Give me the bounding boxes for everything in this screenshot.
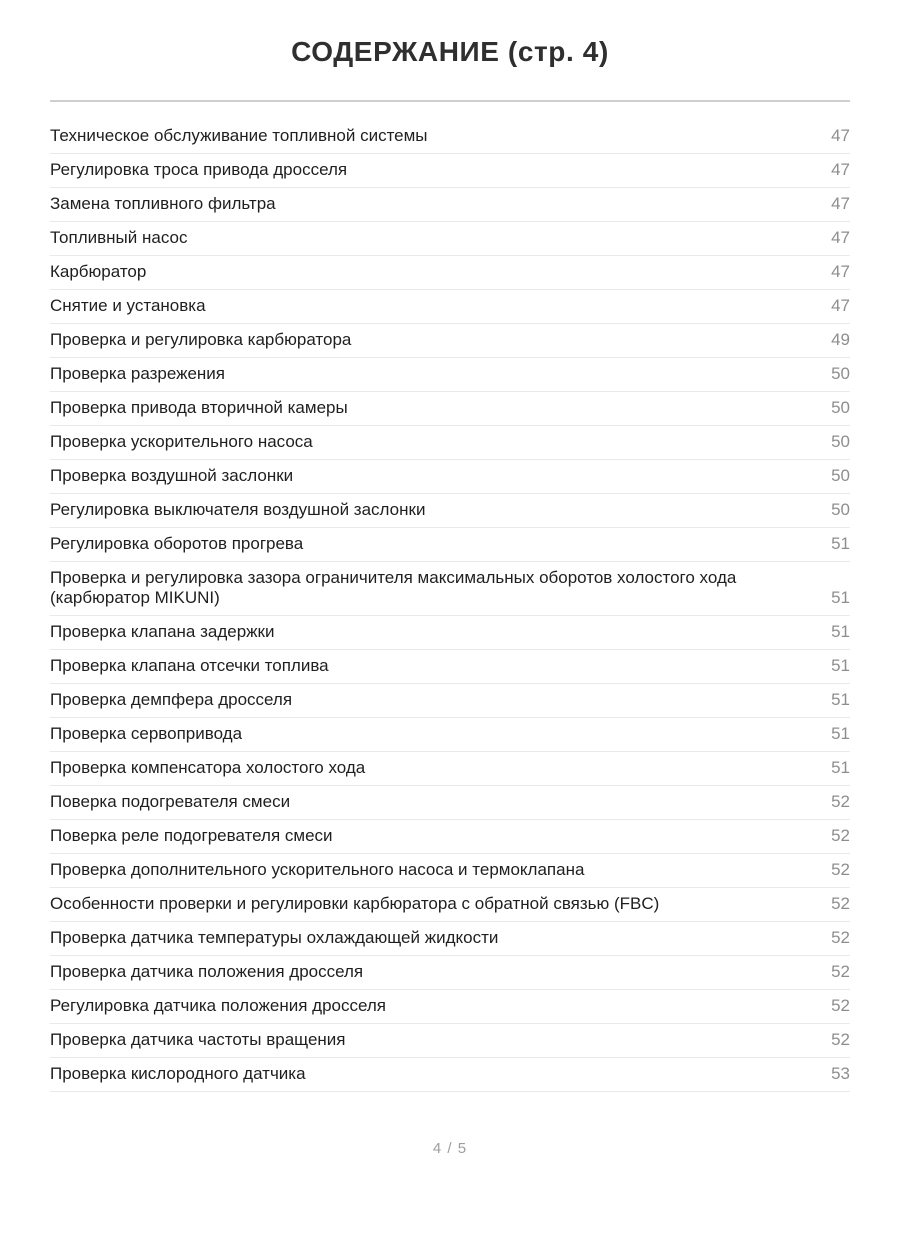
toc-entry-label: Проверка демпфера дросселя: [50, 690, 293, 709]
toc-entry-page: 53: [831, 1064, 850, 1083]
toc-entry-page: 52: [831, 894, 850, 913]
toc-entry-page: 52: [831, 928, 850, 947]
toc-entry-page: 50: [831, 500, 850, 519]
toc-entry-page: 47: [831, 228, 850, 247]
toc-row: [50, 188, 850, 222]
toc-row: [50, 222, 850, 256]
toc-entry-label: Топливный насос: [50, 228, 188, 247]
document-page: [0, 38, 900, 1238]
toc-row: [50, 922, 850, 956]
toc-entry-label: Поверка подогревателя смеси: [50, 792, 291, 811]
toc-entry-label: Техническое обслуживание топливной системы: [50, 126, 428, 145]
toc-row: [50, 616, 850, 650]
toc-entry-page: 50: [831, 432, 850, 451]
toc-entry-page: 51: [831, 724, 850, 743]
toc-row: [50, 650, 850, 684]
toc-entry-label: Проверка и регулировка карбюратора: [50, 330, 352, 349]
toc-row: [50, 854, 850, 888]
page-indicator: 4 / 5: [432, 1140, 468, 1157]
toc-row: [50, 752, 850, 786]
toc-entry-page: 51: [831, 588, 850, 607]
toc-entry-page: 47: [831, 262, 850, 281]
toc-entry-label: Проверка дополнительного ускорительного насоса и термоклапана: [50, 860, 585, 879]
toc-row: [50, 460, 850, 494]
toc-list: [50, 120, 850, 1092]
toc-entry-label: Проверка клапана отсечки топлива: [50, 656, 329, 675]
page-title: СОДЕРЖАНИЕ (стр. 4): [291, 36, 609, 67]
toc-row: [50, 120, 850, 154]
toc-row: [50, 256, 850, 290]
toc-entry-label: Поверка реле подогревателя смеси: [50, 826, 333, 845]
toc-row: [50, 1024, 850, 1058]
toc-entry-label: Проверка разрежения: [50, 364, 226, 383]
toc-entry-label: Проверка ускорительного насоса: [50, 432, 313, 451]
toc-entry-label: Проверка клапана задержки: [50, 622, 275, 641]
toc-entry-page: 52: [831, 860, 850, 879]
title-divider: [50, 100, 850, 102]
toc-entry-page: 47: [831, 160, 850, 179]
toc-row: [50, 528, 850, 562]
toc-entry-page: 51: [831, 758, 850, 777]
toc-entry-label: Проверка датчика частоты вращения: [50, 1030, 346, 1049]
toc-entry-label: Проверка воздушной заслонки: [50, 466, 294, 485]
toc-entry-label: Проверка компенсатора холостого хода: [50, 758, 366, 777]
toc-entry-page: 51: [831, 534, 850, 553]
toc-row: [50, 1058, 850, 1092]
toc-entry-page: 51: [831, 690, 850, 709]
toc-row: [50, 956, 850, 990]
toc-entry-label: Проверка датчика положения дросселя: [50, 962, 364, 981]
toc-entry-label: Снятие и установка: [50, 296, 206, 315]
toc-entry-page: 52: [831, 792, 850, 811]
toc-entry-label: Карбюратор: [50, 262, 147, 281]
toc-row: [50, 786, 850, 820]
toc-entry-page: 49: [831, 330, 850, 349]
toc-entry-page: 52: [831, 1030, 850, 1049]
toc-entry-page: 47: [831, 126, 850, 145]
toc-row: [50, 324, 850, 358]
toc-entry-page: 52: [831, 962, 850, 981]
toc-row: [50, 494, 850, 528]
toc-entry-page: 50: [831, 466, 850, 485]
toc-entry-page: 47: [831, 194, 850, 213]
toc-entry-page: 50: [831, 364, 850, 383]
toc-entry-label: Проверка привода вторичной камеры: [50, 398, 348, 417]
toc-row: [50, 290, 850, 324]
toc-row: [50, 718, 850, 752]
toc-entry-page: 50: [831, 398, 850, 417]
toc-row: [50, 820, 850, 854]
toc-entry-page: 51: [831, 622, 850, 641]
toc-row: [50, 562, 850, 616]
toc-row: [50, 426, 850, 460]
toc-entry-page: 47: [831, 296, 850, 315]
toc-entry-label: Проверка датчика температуры охлаждающей жидкости: [50, 928, 499, 947]
toc-entry-page: 52: [831, 826, 850, 845]
toc-entry-page: 51: [831, 656, 850, 675]
toc-entry-label: Особенности проверки и регулировки карбюратора с обратной связью (FBC): [50, 894, 660, 913]
toc-row: [50, 154, 850, 188]
toc-row: [50, 888, 850, 922]
toc-entry-label: Регулировка датчика положения дросселя: [50, 996, 386, 1015]
toc-entry-label: Регулировка троса привода дросселя: [50, 160, 348, 179]
toc-entry-label: Проверка и регулировка зазора ограничителя максимальных оборотов холостого хода (карбюратор MIKUNI): [50, 568, 737, 607]
toc-entry-label: Проверка кислородного датчика: [50, 1064, 306, 1083]
toc-row: [50, 990, 850, 1024]
toc-entry-label: Регулировка выключателя воздушной заслонки: [50, 500, 426, 519]
toc-row: [50, 392, 850, 426]
toc-entry-page: 52: [831, 996, 850, 1015]
toc-entry-label: Замена топливного фильтра: [50, 194, 276, 213]
toc-row: [50, 684, 850, 718]
toc-entry-label: Проверка сервопривода: [50, 724, 243, 743]
toc-entry-label: Регулировка оборотов прогрева: [50, 534, 304, 553]
toc-row: [50, 358, 850, 392]
